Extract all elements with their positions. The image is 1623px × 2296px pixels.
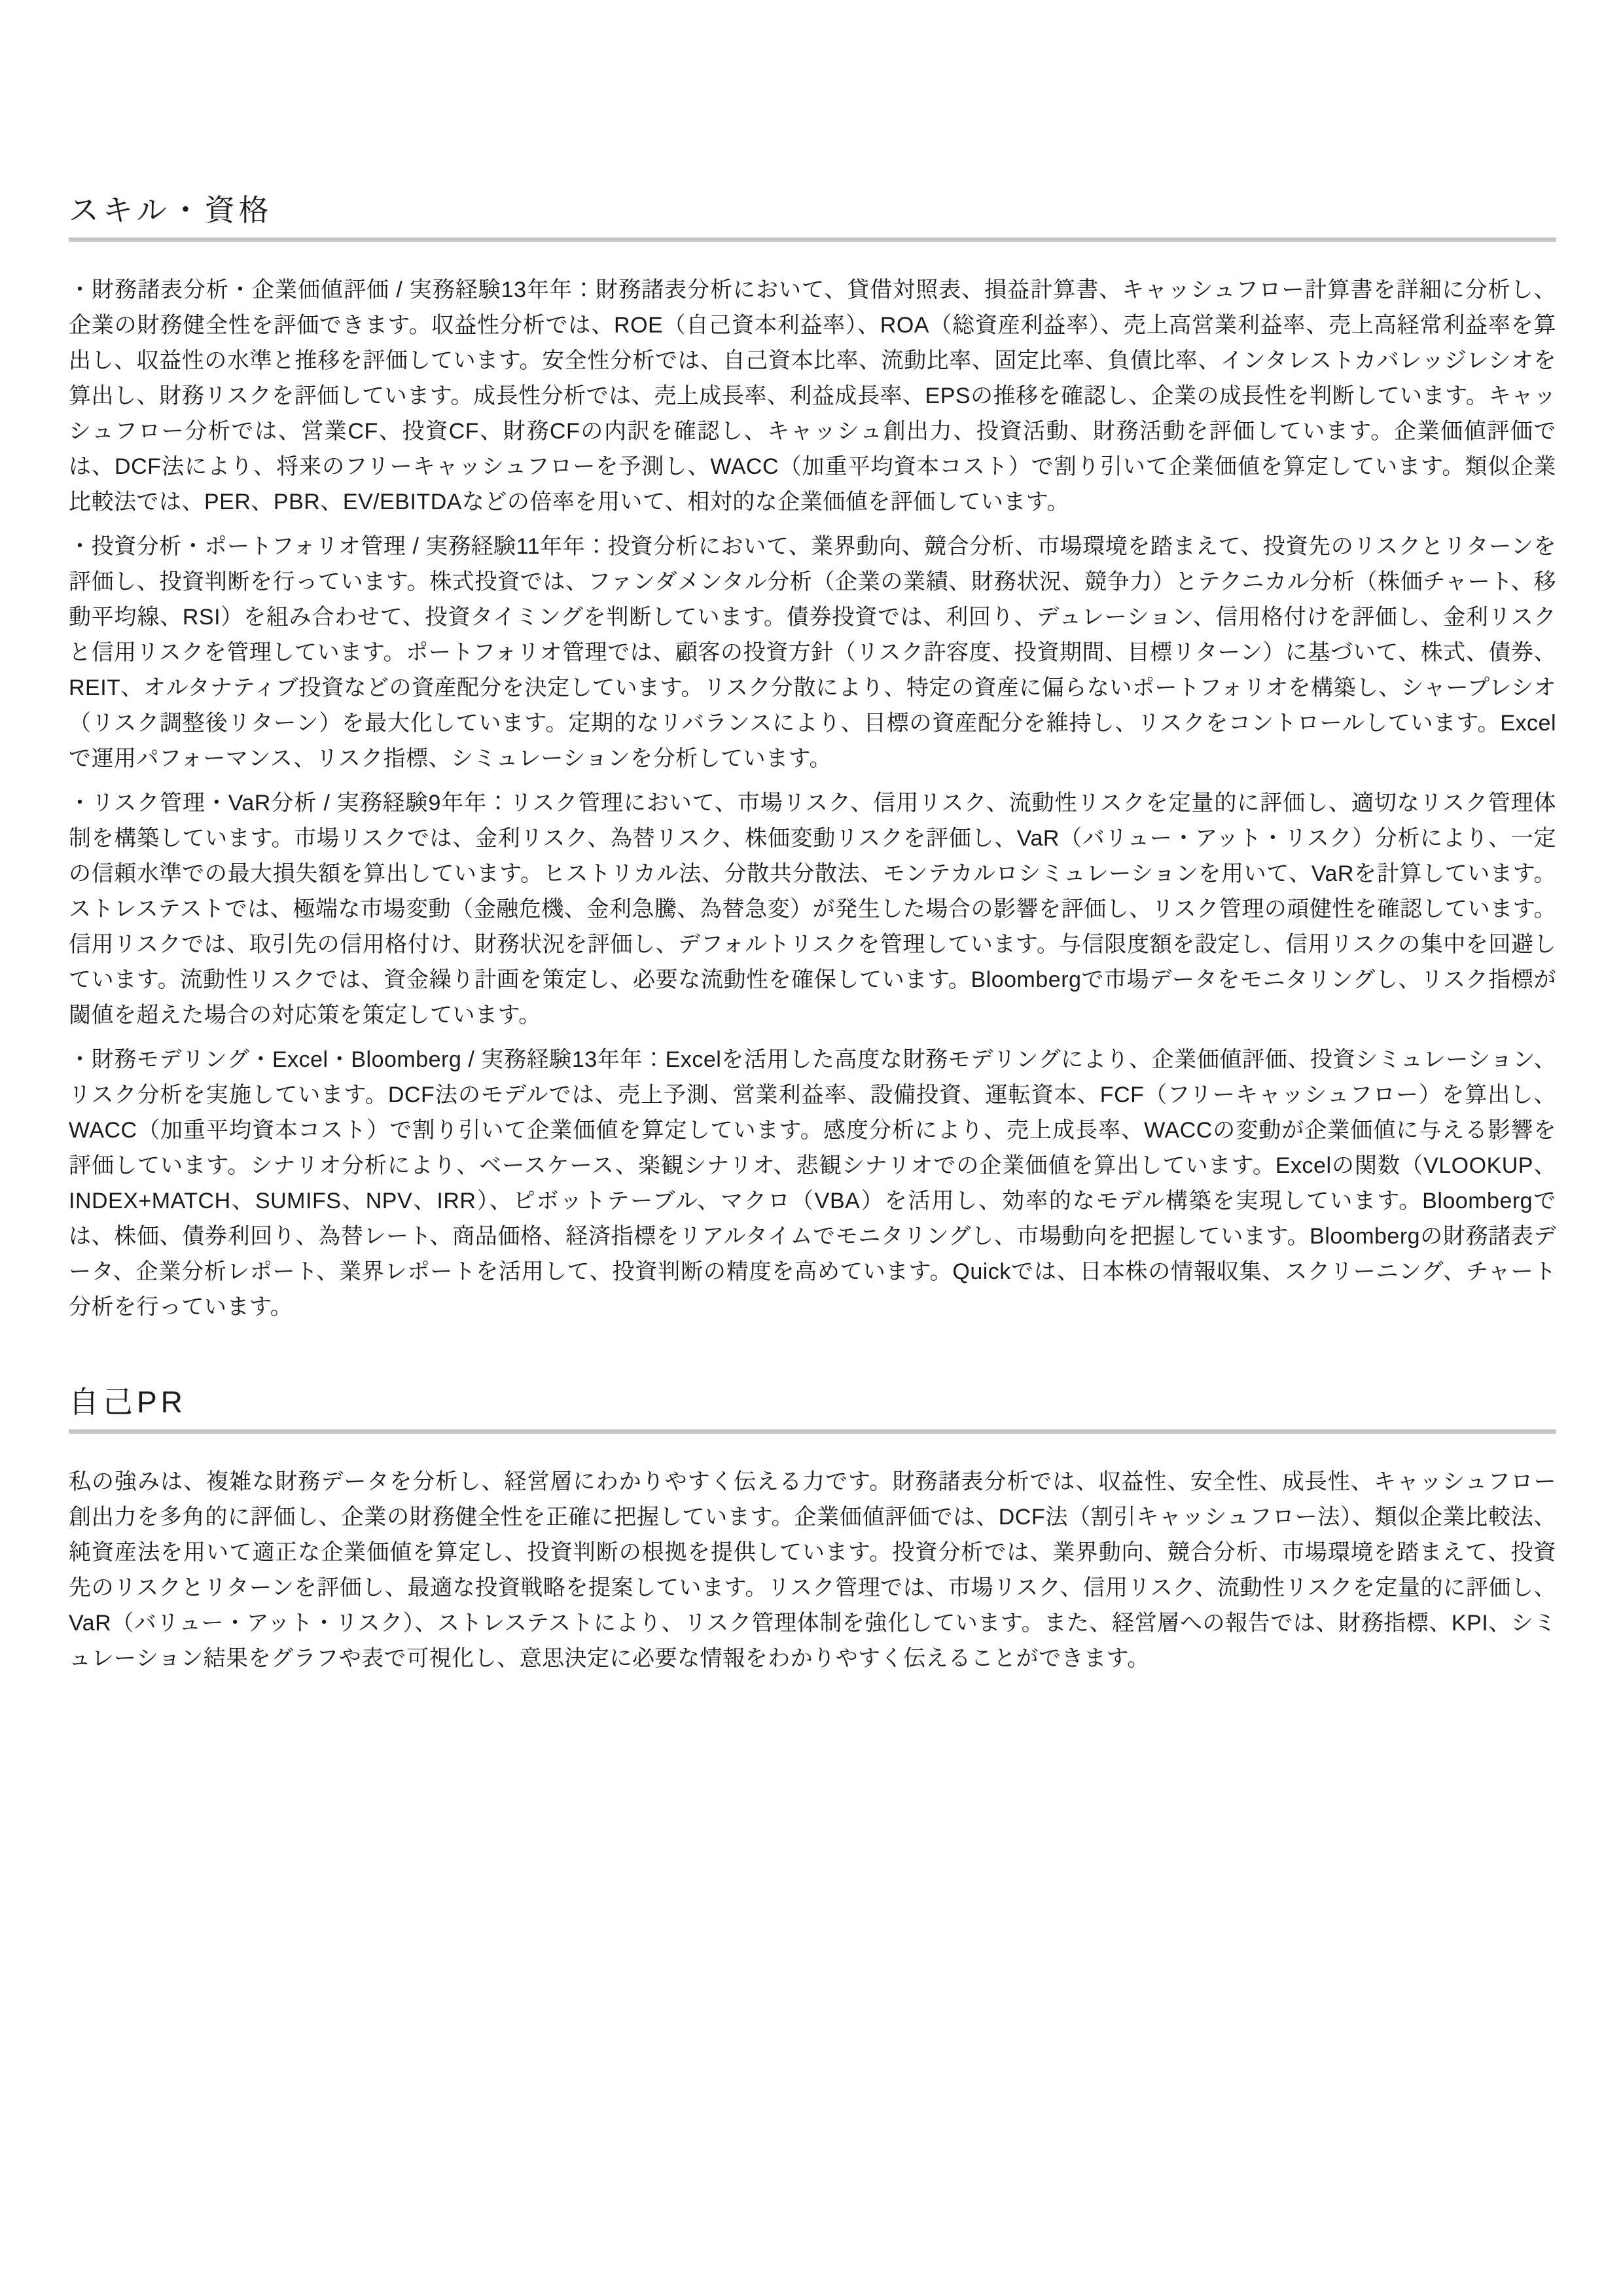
skills-paragraph-financial-statement-analysis: ・財務諸表分析・企業価値評価 / 実務経験13年年：財務諸表分析において、貸借対照表、損益計算書、キャッシュフロー計算書を詳細に分析し、企業の財務健全性を評価できます。収益性分析では、ROE（自己資本利益率）、ROA（総資産利益率）、売上高営業利益率、売上高経常利益率を算出し、収益性の水準と推移を評価しています。安全性分析では、自己資本比率、流動比率、固定比率、負債比率、インタレストカバレッジレシオを算出し、財務リスクを評価しています。成長性分析では、売上成長率、利益成長率、EPSの推移を確認し、企業の成長性を判断しています。キャッシュフロー分析では、営業CF、投資CF、財務CFの内訳を確認し、キャッシュ創出力、投資活動、財務活動を評価しています。企業価値評価では、DCF法により、将来のフリーキャッシュフローを予測し、WACC（加重平均資本コスト）で割り引いて企業価値を算定しています。類似企業比較法では、PER、PBR、EV/EBITDAなどの倍率を用いて、相対的な企業価値を評価しています。 xyxy=(69,277,1556,514)
section-skills-qualifications xyxy=(69,193,1556,1325)
section-title-self-pr: 自己PR xyxy=(69,1384,187,1419)
skills-paragraph-risk-management-var: ・リスク管理・VaR分析 / 実務経験9年年：リスク管理において、市場リスク、信用リスク、流動性リスクを定量的に評価し、適切なリスク管理体制を構築しています。市場リスクでは、金利リスク、為替リスク、株価変動リスクを評価し、VaR（バリュー・アット・リスク）分析により、一定の信頼水準での最大損失額を算出しています。ヒストリカル法、分散共分散法、モンテカルロシミュレーションを用いて、VaRを計算しています。ストレステストでは、極端な市場変動（金融危機、金利急騰、為替急変）が発生した場合の影響を評価し、リスク管理の頑健性を確認しています。信用リスクでは、取引先の信用格付け、財務状況を評価し、デフォルトリスクを管理しています。与信限度額を設定し、信用リスクの集中を回避しています。流動性リスクでは、資金繰り計画を策定し、必要な流動性を確保しています。Bloombergで市場データをモニタリングし、リスク指標が閾値を超えた場合の対応策を策定しています。 xyxy=(69,790,1556,1028)
section-self-pr xyxy=(69,1385,1556,1676)
self-pr-paragraph: 私の強みは、複雑な財務データを分析し、経営層にわかりやすく伝える力です。財務諸表分析では、収益性、安全性、成長性、キャッシュフロー創出力を多角的に評価し、企業の財務健全性を正確に把握しています。企業価値評価では、DCF法（割引キャッシュフロー法）、類似企業比較法、純資産法を用いて適正な企業価値を算定し、投資判断の根拠を提供しています。投資分析では、業界動向、競合分析、市場環境を踏まえて、投資先のリスクとリターンを評価し、最適な投資戦略を提案しています。リスク管理では、市場リスク、信用リスク、流動性リスクを定量的に評価し、VaR（バリュー・アット・リスク）、ストレステストにより、リスク管理体制を強化しています。また、経営層への報告では、財務指標、KPI、シミュレーション結果をグラフや表で可視化し、意思決定に必要な情報をわかりやすく伝えることができます。 xyxy=(69,1469,1556,1671)
skills-paragraph-investment-portfolio: ・投資分析・ポートフォリオ管理 / 実務経験11年年：投資分析において、業界動向、競合分析、市場環境を踏まえて、投資先のリスクとリターンを評価し、投資判断を行っています。株式投資では、ファンダメンタル分析（企業の業績、財務状況、競争力）とテクニカル分析（株価チャート、移動平均線、RSI）を組み合わせて、投資タイミングを判断しています。債券投資では、利回り、デュレーション、信用格付けを評価し、金利リスクと信用リスクを管理しています。ポートフォリオ管理では、顧客の投資方針（リスク許容度、投資期間、目標リターン）に基づいて、株式、債券、REIT、オルタナティブ投資などの資産配分を決定しています。リスク分散により、特定の資産に偏らないポートフォリオを構築し、シャープレシオ（リスク調整後リターン）を最大化しています。定期的なリバランスにより、目標の資産配分を維持し、リスクをコントロールしています。Excelで運用パフォーマンス、リスク指標、シミュレーションを分析しています。 xyxy=(69,533,1556,771)
section-divider xyxy=(69,238,1556,242)
section-body xyxy=(69,272,1556,1325)
section-divider xyxy=(69,1429,1556,1434)
section-title-skills: スキル・資格 xyxy=(69,193,273,227)
section-body xyxy=(69,1464,1556,1676)
skills-paragraph-financial-modeling-tools: ・財務モデリング・Excel・Bloomberg / 実務経験13年年：Excelを活用した高度な財務モデリングにより、企業価値評価、投資シミュレーション、リスク分析を実施しています。DCF法のモデルでは、売上予測、営業利益率、設備投資、運転資本、FCF（フリーキャッシュフロー）を算出し、WACC（加重平均資本コスト）で割り引いて企業価値を算定しています。感度分析により、売上成長率、WACCの変動が企業価値に与える影響を評価しています。シナリオ分析により、ベースケース、楽観シナリオ、悲観シナリオでの企業価値を算出しています。Excelの関数（VLOOKUP、INDEX+MATCH、SUMIFS、NPV、IRR）、ピボットテーブル、マクロ（VBA）を活用し、効率的なモデル構築を実現しています。Bloombergでは、株価、債券利回り、為替レート、商品価格、経済指標をリアルタイムでモニタリングし、市場動向を把握しています。Bloombergの財務諸表データ、企業分析レポート、業界レポートを活用して、投資判断の精度を高めています。Quickでは、日本株の情報収集、スクリーニング、チャート分析を行っています。 xyxy=(69,1047,1556,1319)
